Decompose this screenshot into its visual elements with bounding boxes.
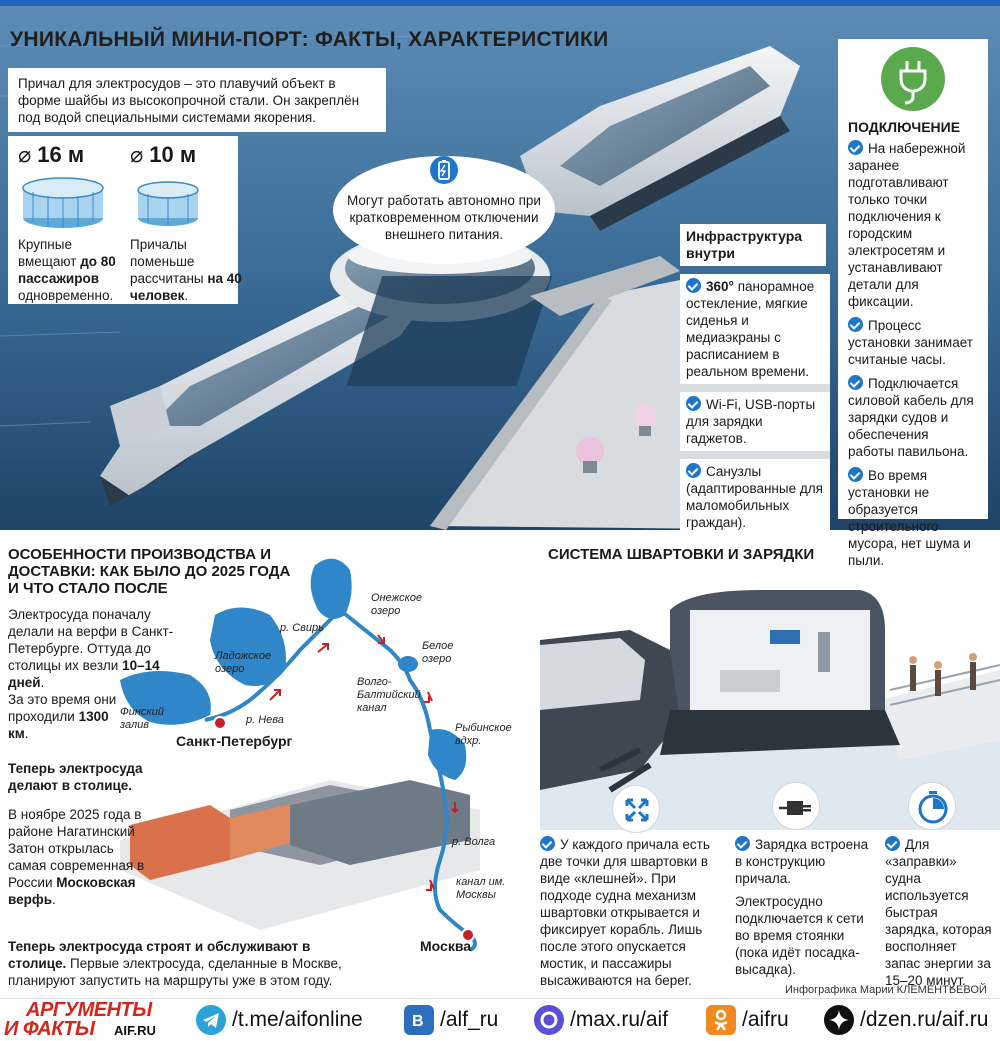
check-icon bbox=[848, 467, 863, 482]
spb-marker bbox=[214, 717, 226, 729]
check-icon bbox=[848, 375, 863, 390]
label-rybinsk: Рыбинское вдхр. bbox=[455, 722, 512, 747]
small-desc-pre: Причалы поменьше рассчитаны bbox=[130, 237, 208, 286]
city-spb: Санкт-Петербург bbox=[176, 733, 293, 749]
connection-item bbox=[848, 375, 978, 460]
infra-item-text: панорамное остекление, мягкие сиденья и медиаэкраны с расписанием в реальном времени. bbox=[686, 279, 815, 379]
connection-item-text: Во время установки не образуется строительного мусора, нет шума и пыли. bbox=[848, 468, 971, 568]
now-build-bold: Теперь электросуда строят и обслуживают в столице. bbox=[8, 939, 311, 971]
mooring-col2a-text: Зарядка встроена в конструкцию причала. bbox=[735, 837, 869, 886]
svg-text:B: B bbox=[412, 1013, 424, 1030]
connection-item bbox=[848, 317, 978, 368]
infrastructure-item bbox=[680, 392, 830, 451]
small-capacity: на 40 человек bbox=[130, 271, 242, 303]
max-icon bbox=[534, 1005, 564, 1035]
check-icon bbox=[848, 317, 863, 332]
mooring-col2b-text: Электросудно подключается к сети во время стоянки (пока идёт посадка-высадка). bbox=[735, 894, 864, 977]
city-moscow: Москва bbox=[420, 938, 472, 954]
small-pier-size bbox=[130, 142, 242, 304]
now-build-text bbox=[8, 938, 348, 989]
p2-distance: 1300 км bbox=[8, 709, 109, 741]
production-p2 bbox=[8, 691, 118, 742]
connection-item-text: Подключается силовой кабель для зарядки судов и обеспечения работы павильона. bbox=[848, 376, 974, 459]
max-link[interactable] bbox=[534, 1005, 668, 1035]
label-onega: Онежское озеро bbox=[371, 592, 423, 617]
dzen-label: /dzen.ru/aif.ru bbox=[860, 1008, 989, 1031]
ok-link[interactable] bbox=[706, 1005, 789, 1035]
mooring-col3 bbox=[885, 836, 995, 989]
p2-text: За это время они проходили bbox=[8, 692, 117, 724]
big-pier-icon bbox=[18, 174, 108, 230]
mooring-col1 bbox=[540, 836, 725, 989]
production-title: ОСОБЕННОСТИ ПРОИЗВОДСТВА И ДОСТАВКИ: КАК БЫЛО ДО 2025 ГОДА И ЧТО СТАЛО ПОСЛЕ bbox=[8, 546, 291, 597]
production-p1 bbox=[8, 606, 178, 691]
check-icon bbox=[848, 140, 863, 155]
page-title: УНИКАЛЬНЫЙ МИНИ-ПОРТ: ФАКТЫ, ХАРАКТЕРИСТИКИ bbox=[10, 28, 609, 51]
big-desc-pre: Крупные вмещают bbox=[18, 237, 81, 269]
dzen-icon bbox=[824, 1005, 854, 1035]
big-capacity: до 80 пассажиров bbox=[18, 254, 116, 286]
vk-link[interactable] bbox=[404, 1005, 498, 1035]
dzen-link[interactable] bbox=[824, 1005, 988, 1035]
vk-icon bbox=[404, 1005, 434, 1035]
brand-line1: АРГУМЕНТЫ bbox=[26, 999, 152, 1021]
check-icon bbox=[885, 836, 900, 851]
check-icon bbox=[540, 836, 555, 851]
small-diameter-value: 10 м bbox=[149, 142, 197, 167]
label-volgobalt: Волго-Балтийский канал bbox=[357, 676, 421, 714]
p3-text: В ноябре 2025 года в районе Нагатинский Затон открылась самая современная в России bbox=[8, 807, 145, 890]
connection-panel bbox=[838, 39, 988, 568]
vk-label: /alf_ru bbox=[440, 1008, 499, 1031]
telegram-link[interactable] bbox=[196, 1005, 363, 1035]
mooring-col3-text: Для «заправки» судна используется быстрая зарядка, которая восполняет запас энергии за 15–20 минут. bbox=[885, 837, 992, 988]
autonomy-bubble bbox=[333, 156, 555, 264]
production-p3 bbox=[8, 806, 150, 908]
small-desc-post: . bbox=[184, 288, 189, 303]
p2-end: . bbox=[24, 726, 29, 741]
brand-line2: И ФАКТЫ bbox=[4, 1018, 95, 1040]
check-icon bbox=[686, 278, 701, 293]
now-build-rest: Первые электросуда, сделанные в Москве, планируют запустить на маршруты уже в этом году. bbox=[8, 956, 342, 988]
telegram-label: /t.me/aifonline bbox=[232, 1008, 363, 1031]
big-pier-size bbox=[18, 142, 130, 304]
label-ladoga: Ладожское озеро bbox=[215, 650, 272, 675]
telegram-icon bbox=[196, 1005, 226, 1035]
brand-logo[interactable] bbox=[4, 999, 174, 1040]
claw-icon bbox=[612, 785, 660, 833]
p3-end: . bbox=[52, 892, 56, 907]
footer-bar bbox=[0, 998, 1000, 1039]
connection-item-text: Процесс установки занимает считаные часы. bbox=[848, 318, 973, 367]
ok-label: /aifru bbox=[742, 1008, 789, 1031]
intro-text: Причал для электросудов – это плавучий объект в форме шайбы из высокопрочной стали. Он закреплён под водой специальными системами якорения. bbox=[8, 68, 386, 132]
shipyard-illustration bbox=[120, 780, 480, 930]
check-icon bbox=[686, 463, 701, 478]
big-diameter-value: 16 м bbox=[37, 142, 85, 167]
check-icon bbox=[735, 836, 750, 851]
lake-onega bbox=[311, 559, 352, 619]
autonomy-text: Могут работать автономно при кратковременном отключении внешнего питания. bbox=[347, 193, 541, 242]
infrastructure-panel bbox=[680, 224, 830, 535]
check-icon bbox=[686, 396, 701, 411]
connection-item-text: На набережной заранее подготавливают только точки подключения к городским электросетям и устанавливают детали для фиксации. bbox=[848, 141, 966, 309]
infra-item-text: Wi-Fi, USB-порты для зарядки гаджетов. bbox=[686, 397, 816, 446]
infra-item-text: Санузлы (адаптированные для маломобильных граждан). bbox=[686, 464, 823, 530]
big-desc-post: одновременно. bbox=[18, 288, 114, 303]
mooring-col2 bbox=[735, 836, 875, 978]
pier-sizes-panel bbox=[8, 136, 242, 304]
now-make-text: Теперь электросуда делают в столице. bbox=[8, 761, 143, 793]
credit-text: Инфографика Марии КЛЕМЕНТЬЕВОЙ bbox=[785, 984, 987, 996]
p1-text: Электросуда поначалу делали на верфи в Санкт-Петербурге. Оттуда до столицы их везли bbox=[8, 607, 174, 673]
connection-title: ПОДКЛЮЧЕНИЕ bbox=[848, 119, 961, 135]
p3-shipyard: Московская верфь bbox=[8, 875, 136, 907]
p1-end: . bbox=[40, 675, 45, 690]
connection-item bbox=[848, 467, 978, 569]
infra-item-bold: 360° bbox=[706, 279, 734, 294]
infrastructure-item bbox=[680, 459, 830, 535]
plug-icon bbox=[881, 47, 945, 111]
label-canal: канал им. Москвы bbox=[456, 876, 506, 901]
label-volga: р. Волга bbox=[452, 836, 496, 848]
battery-icon bbox=[430, 156, 458, 184]
mooring-title: СИСТЕМА ШВАРТОВКИ И ЗАРЯДКИ bbox=[548, 546, 815, 563]
small-pier-icon bbox=[130, 174, 220, 230]
infrastructure-title: Инфраструктура внутри bbox=[680, 224, 826, 266]
diameter-symbol: ⌀ bbox=[130, 142, 144, 167]
label-beloe: Белое озеро bbox=[422, 640, 454, 665]
label-finsky: Финский залив bbox=[120, 706, 164, 731]
label-neva: р. Нева bbox=[246, 714, 284, 726]
ok-icon bbox=[706, 1005, 736, 1035]
diameter-symbol: ⌀ bbox=[18, 142, 32, 167]
timer-icon bbox=[908, 782, 956, 830]
charger-icon bbox=[772, 782, 820, 830]
p1-days: 10–14 дней bbox=[8, 658, 160, 690]
mooring-col1-text: У каждого причала есть две точки для швартовки в виде «клешней». При подходе судна механизм швартовки открывается и фиксирует корабль. Лишь после этого опускается мостик, и пассажиры высаживаются на берег. bbox=[540, 837, 710, 988]
infrastructure-item bbox=[680, 274, 830, 384]
label-svir: р. Свирь bbox=[280, 622, 324, 634]
max-label: /max.ru/aif bbox=[570, 1008, 669, 1031]
connection-item bbox=[848, 140, 978, 310]
brand-site: AIF.RU bbox=[114, 1023, 156, 1038]
